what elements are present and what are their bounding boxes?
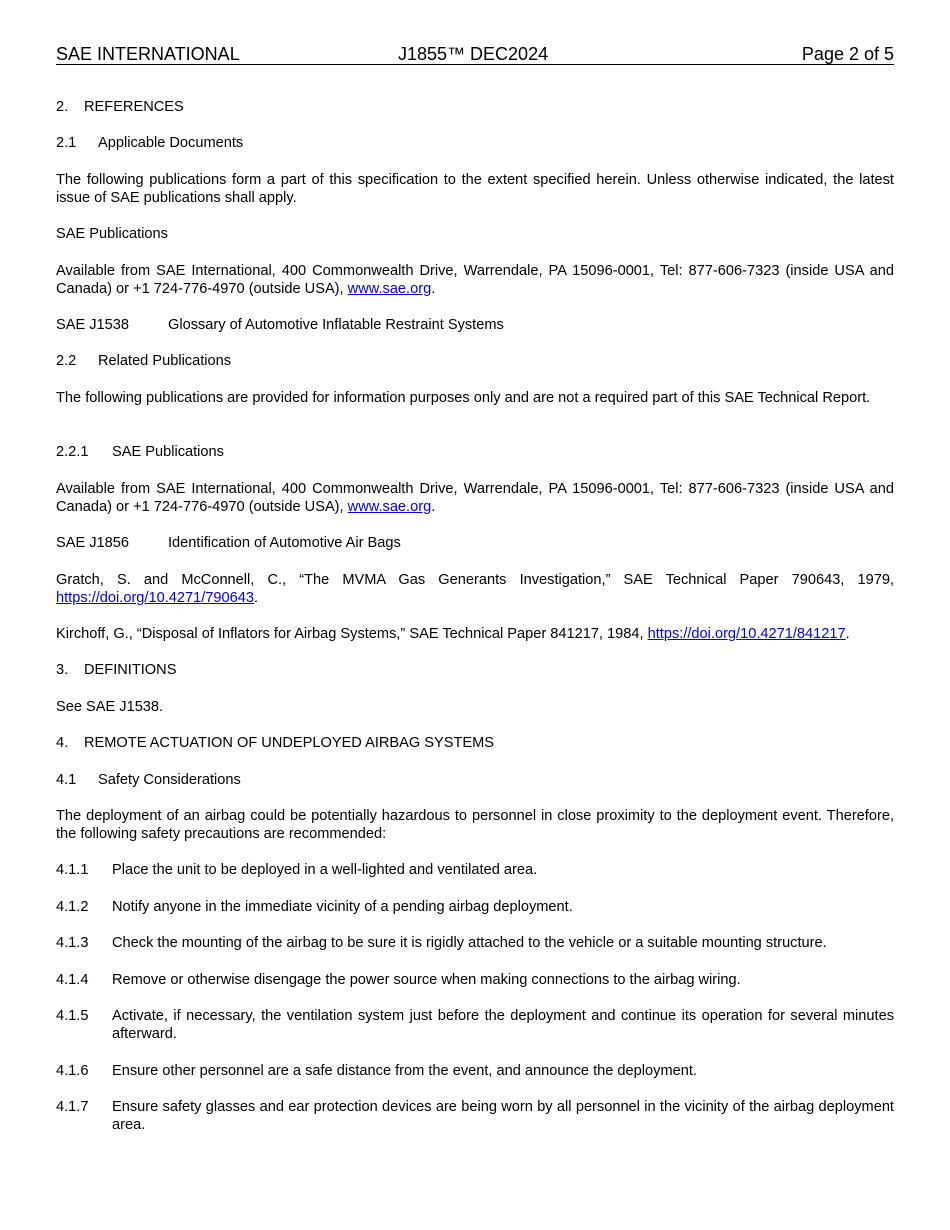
section-2-2-heading: 2.2 Related Publications	[56, 353, 232, 369]
paragraph-2-2: The following publications are provided for information purposes only and are not a required part of this SAE Technical Report.	[56, 390, 871, 406]
paragraph-3: See SAE J1538.	[56, 699, 164, 715]
availability-paragraph-2: Available from SAE International, 400 Commonwealth Drive, Warrendale, PA 15096-0001, Tel: 877-606-7323 (inside USA and Canada) or +1 724-776-4970 (outside USA), www.sae.org.	[56, 481, 894, 515]
header-doc-id: J1855™ DEC2024	[398, 44, 549, 64]
reference-kirchoff: Kirchoff, G., “Disposal of Inflators for Airbag Systems,” SAE Technical Paper 841217, 1984, https://doi.org/10.4271/841217.	[56, 626, 850, 642]
reference-gratch: Gratch, S. and McConnell, C., “The MVMA Gas Generants Investigation,” SAE Technical Paper 790643, 1979, https://doi.org/10.4271/790643.	[56, 572, 894, 606]
page-header	[56, 44, 894, 65]
reference-j1856: SAE J1856 Identification of Automotive Air Bags	[56, 535, 401, 551]
availability-paragraph-1: Available from SAE International, 400 Commonwealth Drive, Warrendale, PA 15096-0001, Tel: 877-606-7323 (inside USA and Canada) or +1 724-776-4970 (outside USA), www.sae.org.	[56, 263, 894, 297]
section-4-1-heading: 4.1 Safety Considerations	[56, 772, 241, 788]
section-3-heading: 3. DEFINITIONS	[56, 662, 177, 678]
sae-website-link[interactable]: www.sae.org	[347, 499, 432, 515]
reference-j1538: SAE J1538 Glossary of Automotive Inflatable Restraint Systems	[56, 317, 504, 333]
section-4-heading: 4. REMOTE ACTUATION OF UNDEPLOYED AIRBAG SYSTEMS	[56, 735, 495, 751]
sae-website-link[interactable]: www.sae.org	[347, 281, 432, 297]
header-org: SAE INTERNATIONAL	[56, 44, 240, 64]
doi-link-790643[interactable]: https://doi.org/10.4271/790643	[56, 590, 254, 606]
section-2-2-1-heading: 2.2.1 SAE Publications	[56, 444, 224, 460]
sae-publications-heading: SAE Publications	[56, 226, 168, 242]
paragraph-2-1: The following publications form a part of this specification to the extent specified herein. Unless otherwise indicated, the latest issue of SAE publications shall apply.	[56, 172, 894, 206]
doi-link-841217[interactable]: https://doi.org/10.4271/841217	[647, 626, 846, 642]
header-page-number: Page 2 of 5	[801, 44, 894, 64]
section-2-1-heading: 2.1 Applicable Documents	[56, 135, 244, 151]
paragraph-4-1: The deployment of an airbag could be potentially hazardous to personnel in close proximity to the deployment event. Therefore, the following safety precautions are recommended:	[56, 808, 894, 842]
section-2-heading: 2. REFERENCES	[56, 99, 184, 115]
